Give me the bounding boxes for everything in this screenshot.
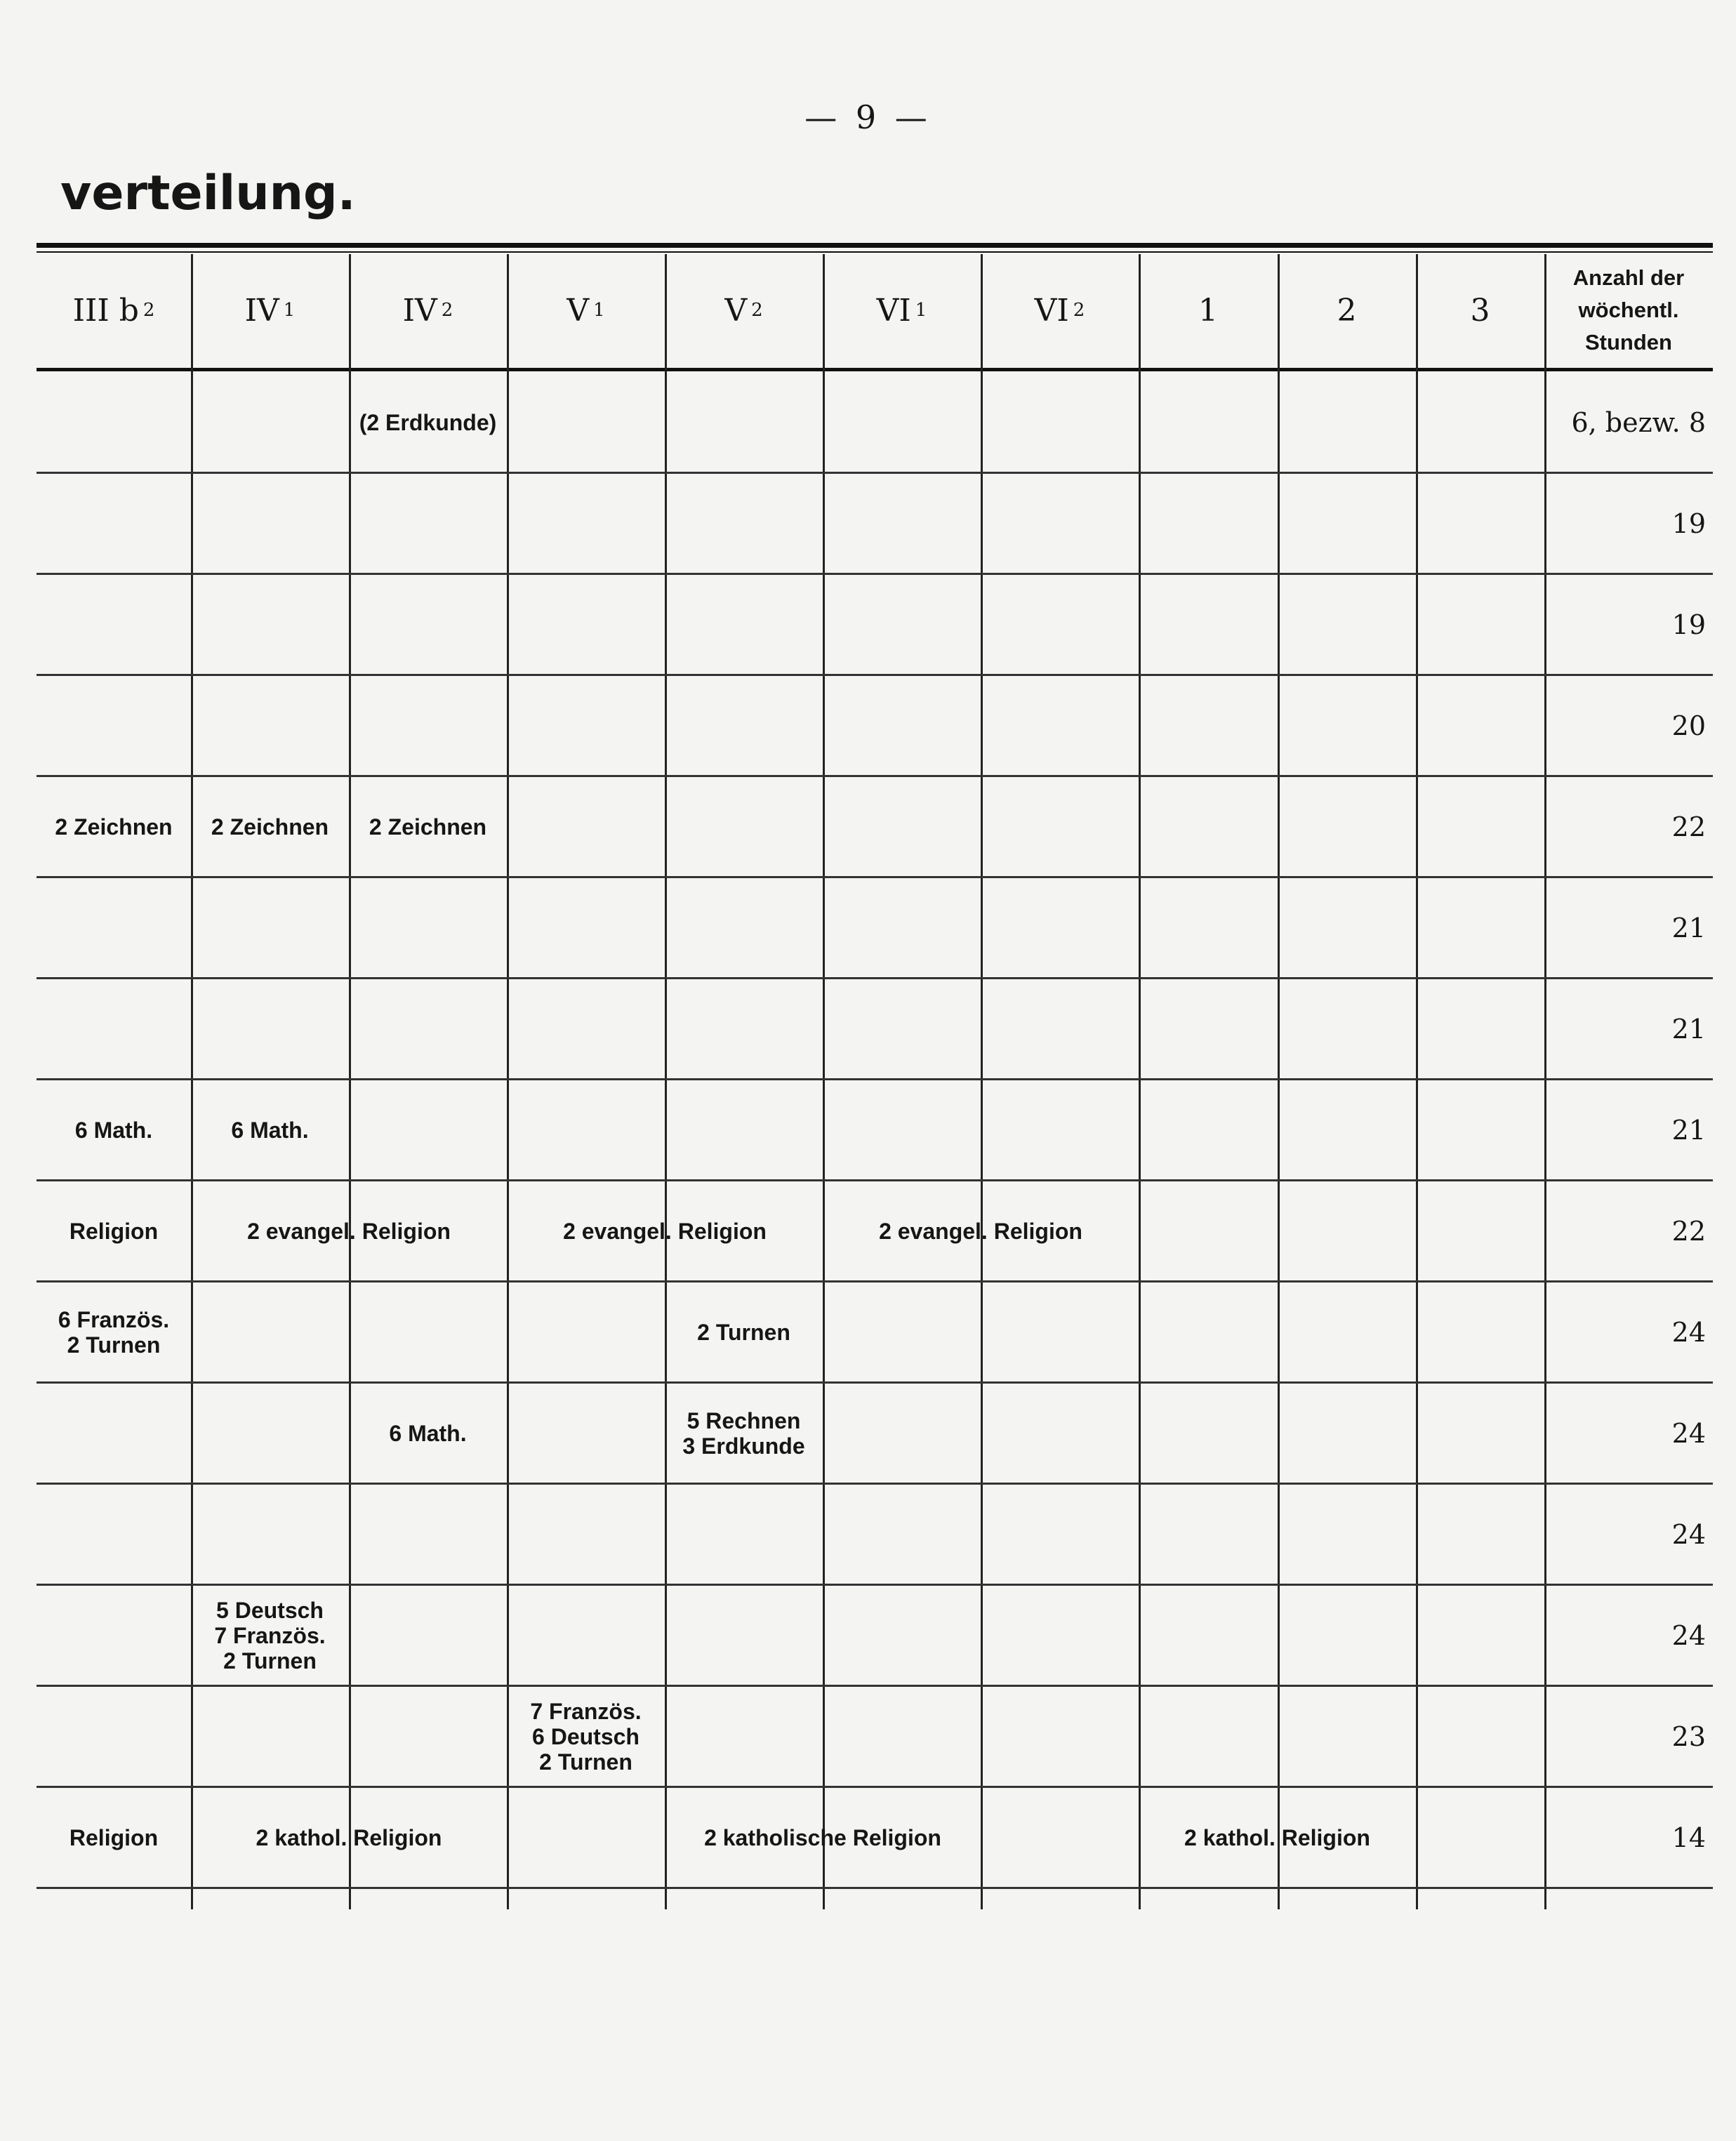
subject-assignment: 2 katholische Religion [704,1825,941,1850]
header-bottom-rule [37,368,1713,371]
weekly-hours-value: 21 [1671,1115,1706,1146]
subject-assignment: 5 Rechnen 3 Erdkunde [682,1408,805,1459]
subject-assignment: 2 Zeichnen [55,814,173,840]
column-divider [1139,254,1141,1909]
page-number: — 9 — [804,98,932,136]
column-divider [507,254,509,1909]
weekly-hours-value: 14 [1671,1822,1706,1853]
column-header [981,254,1139,366]
column-divider [349,254,351,1909]
column-header-subscript: 2 [751,300,763,321]
weekly-hours-value: 6, bezw. 8 [1571,407,1706,438]
column-header [1139,254,1278,366]
header-top-rule-thin [37,251,1713,253]
row-divider [37,1381,1713,1384]
column-header-label: IV [244,292,279,329]
subject-assignment: 2 kathol. Religion [1184,1825,1370,1850]
subject-assignment: 2 evangel. Religion [879,1219,1082,1244]
weekly-hours-value: 24 [1671,1519,1706,1550]
column-header [507,254,665,366]
page-heading: verteilung. [60,166,356,221]
column-divider [1416,254,1418,1909]
subject-assignment: 7 Französ. 6 Deutsch 2 Turnen [530,1699,642,1775]
column-header [823,254,981,366]
column-header-subscript: 2 [143,300,155,321]
weekly-hours-value: 21 [1671,913,1706,943]
row-divider [37,573,1713,575]
column-header-subscript: 1 [593,300,605,321]
subject-assignment: 2 kathol. Religion [256,1825,442,1850]
column-header [37,254,191,366]
header-top-rule [37,243,1713,248]
subject-assignment: Religion [69,1219,159,1244]
weekly-hours-value: 20 [1671,710,1706,741]
subject-assignment: 2 evangel. Religion [247,1219,451,1244]
subject-assignment: 6 Math. [74,1118,153,1143]
column-header [665,254,823,366]
subject-assignment: 2 evangel. Religion [563,1219,767,1244]
subject-assignment: 2 Zeichnen [211,814,329,840]
row-divider [37,977,1713,979]
column-header-subscript: 1 [915,300,927,321]
column-header [1416,254,1544,366]
column-header-label: V [724,292,748,329]
column-header-subscript: 2 [1073,300,1085,321]
subject-assignment: 6 Math. [389,1421,467,1446]
weekly-hours-value: 21 [1671,1014,1706,1045]
weekly-hours-value: 23 [1671,1721,1706,1752]
weekly-hours-value: 22 [1671,811,1706,842]
column-header-label: VI [1034,292,1069,329]
row-divider [37,1483,1713,1485]
column-header [191,254,349,366]
column-header-subscript: 1 [283,300,296,321]
weekly-hours-value: 24 [1671,1620,1706,1651]
column-divider [665,254,667,1909]
column-divider [981,254,983,1909]
column-header-label: 1 [1198,292,1218,329]
column-header [1278,254,1416,366]
column-header-label: 2 [1337,292,1357,329]
column-divider [823,254,825,1909]
column-header-label: V [566,292,590,329]
column-divider [1278,254,1280,1909]
subject-assignment: 6 Französ. 2 Turnen [58,1307,170,1358]
subject-assignment: 6 Math. [231,1118,309,1143]
column-header-label: 3 [1470,292,1490,329]
hours-column-header: Anzahl der wöchentl. Stunden [1572,265,1685,354]
subject-assignment: (2 Erdkunde) [359,410,497,435]
weekly-hours-value: 19 [1671,508,1706,539]
subject-assignment: 5 Deutsch 7 Französ. 2 Turnen [214,1598,326,1673]
subject-assignment: Religion [69,1825,159,1850]
column-header-label: IV [402,292,437,329]
weekly-hours-value: 22 [1671,1216,1706,1247]
row-divider [37,674,1713,676]
column-header-label: VI [876,292,911,329]
column-header-subscript: 2 [441,300,453,321]
weekly-hours-value: 19 [1671,609,1706,640]
subject-assignment: 2 Turnen [697,1320,790,1345]
column-header-label: III b [72,292,139,329]
weekly-hours-value: 24 [1671,1418,1706,1449]
column-header [349,254,507,366]
subject-assignment: 2 Zeichnen [369,814,487,840]
row-divider [37,472,1713,474]
weekly-hours-value: 24 [1671,1317,1706,1348]
